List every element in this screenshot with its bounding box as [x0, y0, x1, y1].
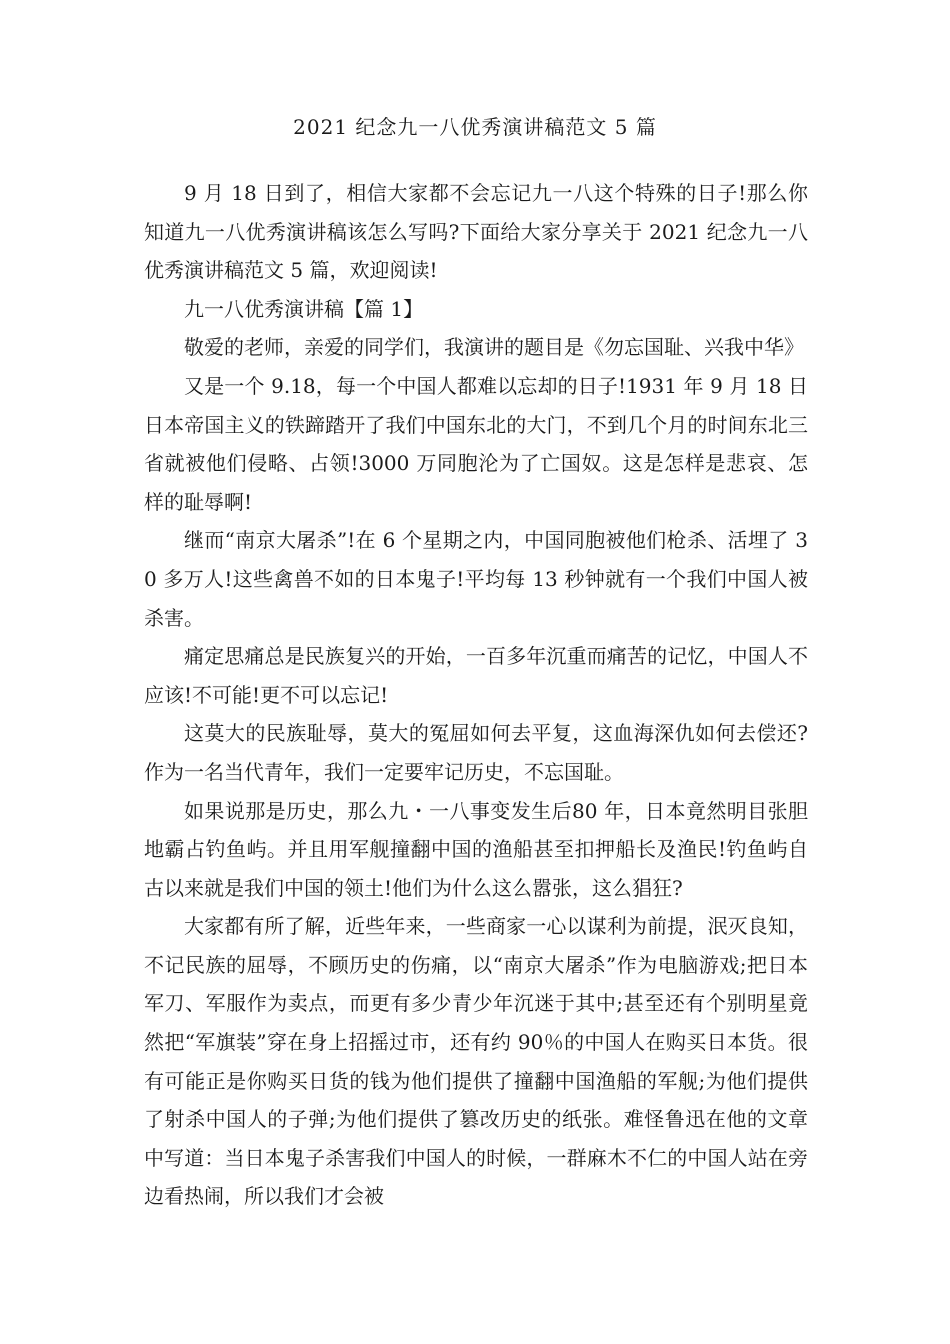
body-paragraph: 如果说那是历史，那么九・一八事变发生后80 年，日本竟然明目张胆地霸占钓鱼屿。并且用军舰撞翻中国的渔船甚至扣押船长及渔民!钓鱼屿自古以来就是我们中国的领土!他们为什么这么嚣张，这么猖狂? — [144, 798, 808, 900]
body-paragraph: 痛定思痛总是民族复兴的开始，一百多年沉重而痛苦的记忆，中国人不应该!不可能!更不可以忘记! — [144, 644, 808, 707]
document-body — [144, 174, 808, 1216]
body-paragraph: 继而“南京大屠杀”!在 6 个星期之内，中国同胞被他们枪杀、活埋了 30 多万人!这些禽兽不如的日本鬼子!平均每 13 秒钟就有一个我们中国人被杀害。 — [144, 528, 808, 630]
body-paragraph: 又是一个 9.18，每一个中国人都难以忘却的日子!1931 年 9 月 18 日日本帝国主义的铁蹄踏开了我们中国东北的大门，不到几个月的时间东北三省就被他们侵略、占领!3000 万同胞沦为了亡国奴。这是怎样是悲哀、怎样的耻辱啊! — [144, 373, 808, 514]
salutation-paragraph: 敬爱的老师，亲爱的同学们，我演讲的题目是《勿忘国耻、兴我中华》 — [184, 335, 804, 360]
section-heading: 九一八优秀演讲稿【篇 1】 — [184, 296, 424, 321]
intro-paragraph: 9 月 18 日到了，相信大家都不会忘记九一八这个特殊的日子!那么你知道九一八优秀演讲稿该怎么写吗?下面给大家分享关于 2021 纪念九一八优秀演讲稿范文 5 篇，欢迎阅读! — [144, 181, 808, 283]
document-title: 2021 纪念九一八优秀演讲稿范文 5 篇 — [293, 115, 657, 139]
body-paragraph: 这莫大的民族耻辱，莫大的冤屈如何去平复，这血海深仇如何去偿还?作为一名当代青年，我们一定要牢记历史，不忘国耻。 — [144, 721, 808, 784]
body-paragraph: 大家都有所了解，近些年来，一些商家一心以谋利为前提，泯灭良知，不记民族的屈辱，不顾历史的伤痛，以“南京大屠杀”作为电脑游戏;把日本军刀、军服作为卖点，而更有多少青少年沉迷于其中;甚至还有个别明星竟然把“军旗装”穿在身上招摇过市，还有约 90％的中国人在购买日本货。很有可能正是你购买日货的钱为他们提供了撞翻中国渔船的军舰;为他们提供了射杀中国人的子弹;为他们提供了篡改历史的纸张。难怪鲁迅在他的文章中写道：当日本鬼子杀害我们中国人的时候，一群麻木不仁的中国人站在旁边看热闹，所以我们才会被 — [144, 914, 808, 1209]
